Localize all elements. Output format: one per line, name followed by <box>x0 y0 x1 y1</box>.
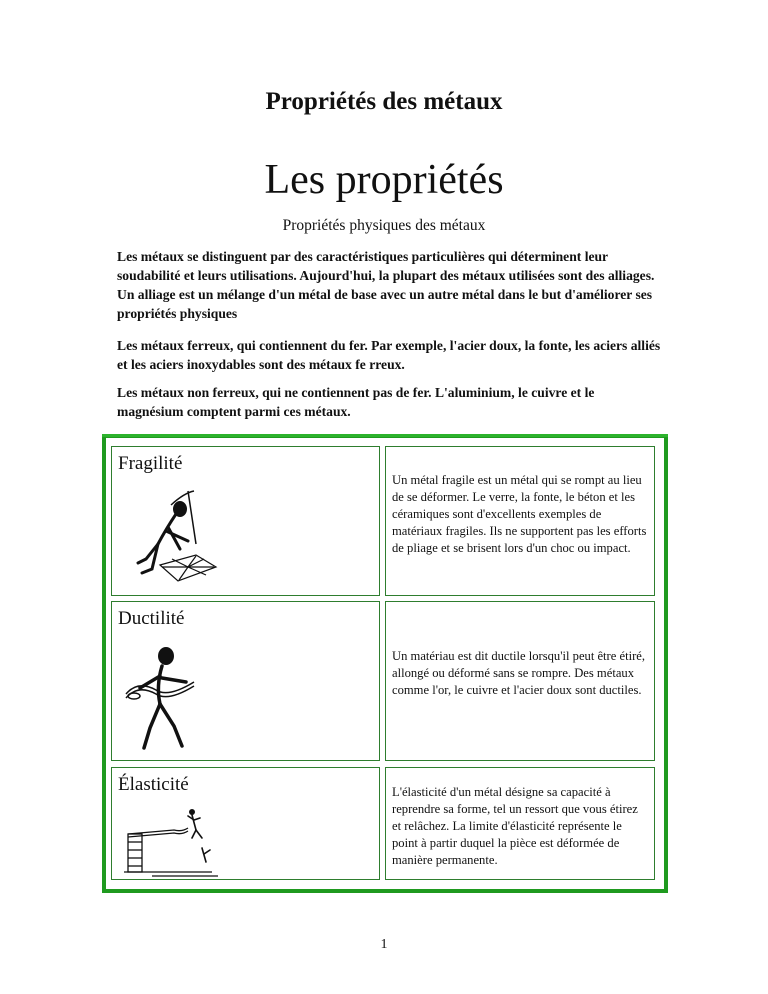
ductility-illustration <box>116 642 226 758</box>
ductility-description-cell <box>385 601 655 761</box>
elasticity-description-cell <box>385 767 655 880</box>
fragility-description: Un métal fragile est un métal qui se rompt au lieu de se déformer. Le verre, la fonte, le béton et les céramiques sont d'excellents exemples de matériaux fragiles. Ils ne supportent pas les efforts de pliage et se brisent lors d'un choc ou impact. <box>392 473 647 555</box>
ductility-title: Ductilité <box>118 608 185 629</box>
non-ferrous-paragraph: Les métaux non ferreux, qui ne contiennent pas de fer. L'aluminium, le cuivre et le magnésium comptent parmi ces métaux. <box>117 385 595 419</box>
page-number: 1 <box>380 937 388 952</box>
fragility-description-cell <box>385 446 655 596</box>
fragility-label-cell <box>111 446 380 596</box>
document-title: Propriétés des métaux <box>265 88 503 115</box>
elasticity-description: L'élasticité d'un métal désigne sa capacité à reprendre sa forme, tel un ressort que vous étirez et relâchez. La limite d'élasticité représente le point à partir duquel la pièce est déformée de manière permanente. <box>392 785 638 867</box>
elasticity-title: Élasticité <box>118 774 189 795</box>
main-heading: Les propriétés <box>264 157 504 203</box>
intro-paragraph: Les métaux se distinguent par des caractéristiques particulières qui déterminent leur soudabilité et leurs utilisations. Aujourd'hui, la plupart des métaux utilisées sont des alliages. Un alliage est un mélange d'un métal de base avec un autre métal dans le but d'améliorer ses propriétés physiques <box>117 249 655 321</box>
fragility-illustration <box>116 489 226 593</box>
ferrous-paragraph: Les métaux ferreux, qui contiennent du fer. Par exemple, l'acier doux, la fonte, les aciers alliés et les aciers inoxydables sont des métaux fe rreux. <box>117 338 661 372</box>
sub-heading: Propriétés physiques des métaux <box>282 217 486 234</box>
fragility-title: Fragilité <box>118 453 183 474</box>
elasticity-label-cell <box>111 767 380 880</box>
ductility-label-cell <box>111 601 380 761</box>
elasticity-illustration <box>122 808 222 878</box>
ductility-description: Un matériau est dit ductile lorsqu'il peut être étiré, allongé ou déformé sans se rompre. Des métaux comme l'or, le cuivre et l'acier doux sont ductiles. <box>392 649 646 697</box>
